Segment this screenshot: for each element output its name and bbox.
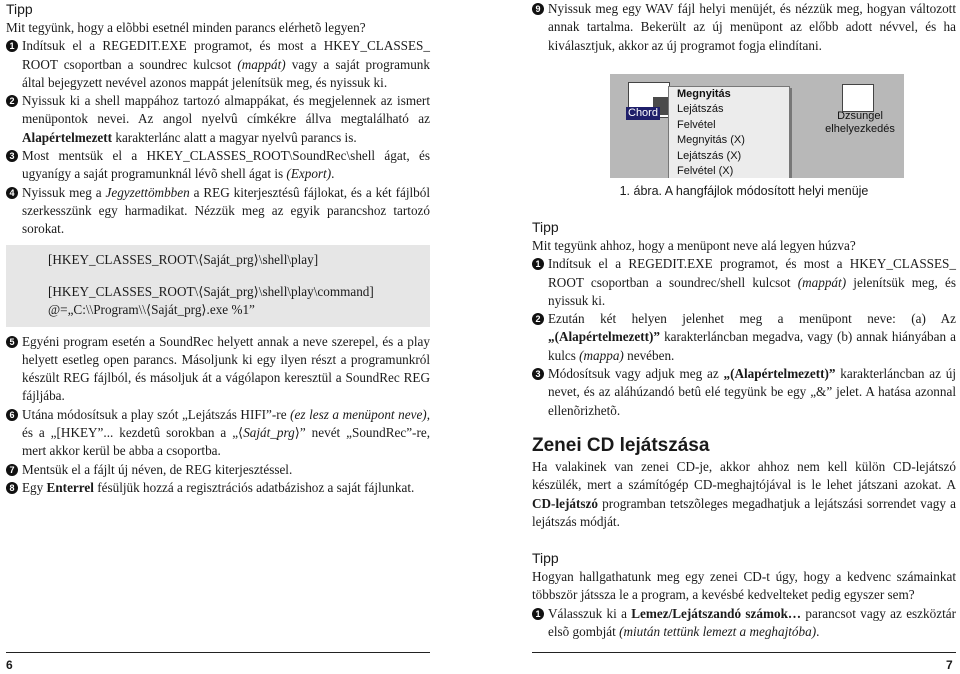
step-number: 3 xyxy=(532,368,544,380)
context-menu xyxy=(668,86,790,178)
step-item xyxy=(6,406,430,461)
tip-title: Tipp xyxy=(532,550,559,567)
step-item xyxy=(6,479,430,497)
icon-label xyxy=(824,110,896,136)
step-number: 6 xyxy=(6,409,18,421)
step-text: Indítsuk el a REGEDIT.EXE programot, és most a HKEY_CLASSES_ ROOT csoportban a soundrec kulcsot (mappát) vagy a saját programunk által bejegyzett nevével azonos mappát jelenítsük meg, és nyissuk ki. xyxy=(22,38,430,90)
menu-item[interactable]: Felvétel xyxy=(677,118,716,131)
code-line: [HKEY_CLASSES_ROOT\⟨Saját_prg⟩\shell\play\command] xyxy=(48,283,374,299)
step-number: 5 xyxy=(6,336,18,348)
step-text: Egyéni program esetén a SoundRec helyett annak a neve szerepel, és a play helyett esetleg open parancs. Másoljunk ki egy ilyen részt a programunkról készült REG fájlból, és másoljuk át a vágólapon keresztül a SoundRec REG fájljába. xyxy=(22,333,430,404)
step-number: 1 xyxy=(6,40,18,52)
page-number: 7 xyxy=(946,658,953,672)
figure-caption: 1. ábra. A hangfájlok módosított helyi menüje xyxy=(619,184,869,198)
menu-item[interactable]: Lejátszás (X) xyxy=(677,149,742,162)
tip-intro: Mit tegyünk ahhoz, hogy a menüpont neve alá legyen húzva? xyxy=(532,238,856,253)
step-number: 8 xyxy=(6,482,18,494)
footer-rule xyxy=(532,652,956,653)
step-text: Nyissuk meg egy WAV fájl helyi menüjét, és nézzük meg, hogyan változott annak tartalma. Bekerült az új menüpont az előbb adott névvel, és ha kiválasztjuk, akkor az új programot fogja elindítani. xyxy=(548,1,956,53)
step-item xyxy=(6,147,430,184)
step-text: Mentsük el a fájlt új néven, de REG kiterjesztéssel. xyxy=(22,461,293,477)
icon-label-line: Dzsungel xyxy=(837,110,883,122)
step-number: 2 xyxy=(6,95,18,107)
right-column xyxy=(532,0,956,55)
step-number: 1 xyxy=(532,258,544,270)
step-text: Nyissuk meg a Jegyzettömbben a REG kiterjesztésû fájlokat, és a két fájlból szerkesszünk egy harmadikat. Nézzük meg az egyik parancshoz tartozó sorokat. xyxy=(22,184,430,237)
step-number: 1 xyxy=(532,608,544,620)
step-number: 4 xyxy=(6,187,18,199)
menu-item[interactable]: Megnyitás (X) xyxy=(677,134,745,147)
step-text: Egy Enterrel fésüljük hozzá a regisztrációs adatbázishoz a saját fájlunkat. xyxy=(22,479,415,495)
menu-item[interactable]: Felvétel (X) xyxy=(677,165,734,178)
step-text: Válasszuk ki a Lemez/Lejátszandó számok… parancsot vagy az eszköztár elsõ gombját (miután tettünk lemezt a meghajtóba). xyxy=(548,605,956,640)
registry-code-block xyxy=(6,245,430,327)
section-text: Ha valakinek van zenei CD-je, akkor ahhoz nem kell külön CD-lejátszó készülék, mert a számítógép CD-meghajtójával is le lehet játszani azokat. A CD-lejátszó programban tetszõleges megadhatjuk a lejátszási sorrendet vagy a lejátszás módját. xyxy=(532,458,956,529)
menu-item[interactable]: Megnyitás xyxy=(677,88,731,100)
step-text: Indítsuk el a REGEDIT.EXE programot, és most a HKEY_CLASSES_ ROOT csoportban a soundrec/shell kulcsot (mappát) jelenítsük meg, és nyissuk ki. xyxy=(548,256,957,308)
step-item xyxy=(532,255,956,310)
code-line: [HKEY_CLASSES_ROOT\⟨Saját_prg⟩\shell\play] xyxy=(48,251,319,267)
step-item xyxy=(6,333,430,406)
step-text: Nyissuk ki a shell mappához tartozó almappákat, és megjelennek az ismert menüpontok nevei. Az angol nyelvû címkékre állva megtalálható az Alapértelmezett karakterlánc alatt a magyar nyelvû parancs is. xyxy=(22,93,430,145)
context-menu-figure xyxy=(610,74,904,178)
tip-title: Tipp xyxy=(532,219,559,235)
step-text: Most mentsük el a HKEY_CLASSES_ROOT\SoundRec\shell ágat, és ugyanígy a saját programunknál lévõ shell ágat is (Export). xyxy=(22,148,430,182)
page-number: 6 xyxy=(6,658,13,672)
step-item xyxy=(532,310,956,365)
footer-rule xyxy=(6,652,430,653)
step-number: 2 xyxy=(532,313,544,325)
section-title: Zenei CD lejátszása xyxy=(532,434,710,456)
tip-intro: Mit tegyünk, hogy a elõbbi esetnél minden parancs elérhetõ legyen? xyxy=(6,20,366,35)
step-item xyxy=(532,0,956,55)
step-number: 9 xyxy=(532,3,544,15)
step-text: Módosítsuk vagy adjuk meg az „(Alapértelmezett)” karakterláncban az új nevet, és az aláhúzandó betû elé tegyünk be egy „&” jelet. A hatása azonnal ellenõrizhetõ. xyxy=(548,366,956,418)
step-text: Utána módosítsuk a play szót „Lejátszás HIFI”-re (ez lesz a menüpont neve), és a „[HKEY”... kezdetû sorokban a „⟨Saját_prg⟩” nevét „SoundRec”-re, mert akkor kerül be abba a csoportba. xyxy=(22,406,430,459)
step-item xyxy=(6,461,430,479)
icon-label: Chord xyxy=(628,107,658,119)
step-number: 7 xyxy=(6,464,18,476)
step-item xyxy=(6,92,430,147)
tip-title: Tipp xyxy=(6,1,33,17)
step-number: 3 xyxy=(6,150,18,162)
step-item xyxy=(532,365,956,420)
step-item xyxy=(532,605,956,642)
sound-file-icon xyxy=(842,84,874,112)
step-item xyxy=(6,184,430,239)
menu-item[interactable]: Lejátszás xyxy=(677,103,724,116)
step-text: Ezután két helyen jelenhet meg a menüpont neve: (a) Az „(Alapértelmezett)” karakterláncban megadva, vagy (b) annak hiányában a kulcs (mappa) nevében. xyxy=(548,311,956,363)
step-item xyxy=(6,37,430,92)
code-line: @=„C:\\Program\\⟨Saját_prg⟩.exe %1” xyxy=(48,301,255,317)
right-column-lower xyxy=(532,218,956,641)
icon-label-line: elhelyezkedés xyxy=(825,123,895,135)
tip-intro: Hogyan hallgathatunk meg egy zenei CD-t úgy, hogy a kedvenc számainkat többször játssza le a program, a kevésbé kedvelteket pedig egyszer sem? xyxy=(532,569,956,603)
left-column xyxy=(6,0,430,497)
